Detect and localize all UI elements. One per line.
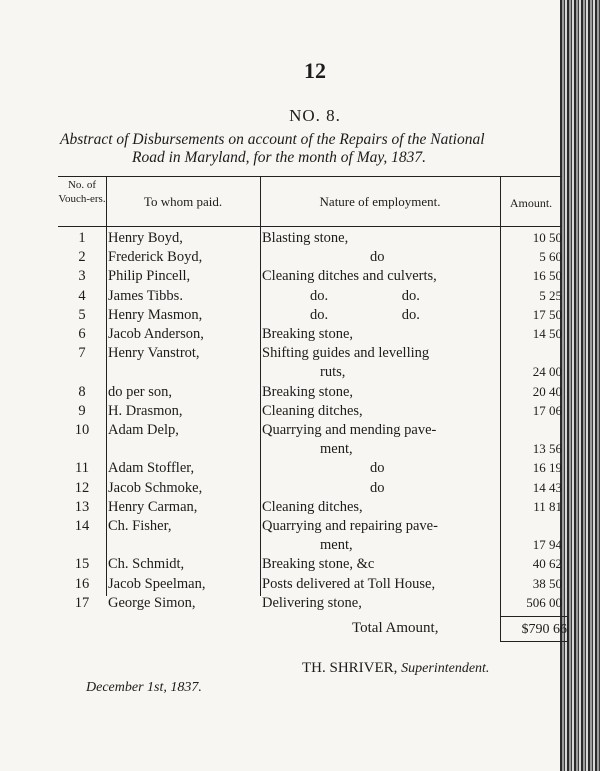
- amount-value: 5 25: [539, 287, 562, 303]
- table-row: [58, 535, 570, 555]
- table-top-rule: [58, 176, 562, 177]
- voucher-number: 12: [74, 479, 90, 496]
- payee-name: Adam Delp,: [108, 422, 179, 438]
- employment-nature: Quarrying and mending pave-: [262, 422, 437, 438]
- employment-nature: do. do.: [310, 306, 420, 323]
- table-row: [58, 478, 570, 498]
- table-row: [58, 286, 570, 306]
- table-row: [58, 497, 570, 517]
- table-row: [58, 266, 570, 286]
- table-row: [58, 305, 570, 325]
- voucher-number: 3: [78, 268, 86, 285]
- table-row: [58, 439, 570, 459]
- total-amount: $790 66: [521, 622, 567, 637]
- amount-value: 17 06: [532, 402, 562, 418]
- employment-nature: Breaking stone,: [262, 383, 354, 400]
- voucher-number: 2: [78, 249, 86, 266]
- payee-name: Philip Pincell,: [108, 268, 191, 285]
- table-row: [58, 343, 570, 363]
- employment-nature: Quarrying and repairing pave-: [262, 518, 438, 534]
- payee-name: do per son,: [108, 383, 173, 400]
- payee-name: Henry Boyd,: [108, 230, 183, 246]
- voucher-number: 15: [74, 556, 90, 573]
- amount-value: 38 50: [532, 575, 562, 591]
- amount-value: 16 19: [532, 460, 562, 476]
- payee-name: James Tibbs.: [108, 287, 183, 304]
- employment-nature: Blasting stone,: [262, 230, 349, 246]
- amount-value: 5 60: [539, 249, 562, 265]
- table-row: [58, 324, 570, 344]
- table-row: [58, 247, 570, 267]
- payee-name: Jacob Schmoke,: [108, 479, 203, 496]
- amount-value: 10 50: [532, 230, 562, 245]
- table-row: [58, 228, 570, 248]
- amount-value: 24 00: [532, 364, 562, 380]
- header-amount: Amount.: [509, 196, 553, 210]
- total-right-rule: [567, 616, 568, 642]
- title-line-1: Abstract of Disbursements on account of the Repairs of the National: [60, 131, 485, 148]
- employment-nature: Cleaning ditches,: [262, 402, 363, 419]
- amount-value: 13 56: [532, 441, 562, 457]
- total-bottom-rule: [500, 641, 568, 642]
- amount-value: 17 50: [532, 306, 562, 322]
- payee-name: H. Drasmon,: [108, 402, 183, 419]
- payee-name: Ch. Schmidt,: [108, 556, 185, 573]
- employment-nature: do. do.: [310, 287, 420, 304]
- employment-nature: Cleaning ditches,: [262, 498, 363, 515]
- table-row: [58, 554, 570, 574]
- voucher-number: 9: [78, 402, 86, 419]
- table-row: [58, 574, 570, 594]
- header-voucher-no: No. of Vouch-ers.: [58, 179, 106, 205]
- payee-name: Ch. Fisher,: [108, 518, 172, 534]
- header-nature-of-employment: Nature of employment.: [319, 194, 441, 209]
- voucher-number: 13: [74, 498, 90, 515]
- employment-nature: Breaking stone, &c: [262, 556, 375, 573]
- payee-name: Henry Vanstrot,: [108, 345, 200, 362]
- page-number: 12: [304, 58, 326, 83]
- voucher-number: 4: [78, 287, 86, 304]
- payee-name: Adam Stoffler,: [108, 460, 195, 477]
- employment-nature: ment,: [320, 441, 353, 458]
- employment-nature: Shifting guides and levelling: [262, 345, 430, 362]
- voucher-number: 5: [78, 306, 86, 323]
- amount-value: 40 62: [532, 556, 562, 572]
- payee-name: George Simon,: [108, 594, 196, 611]
- employment-nature: ment,: [320, 537, 353, 554]
- amount-value: 14 50: [532, 326, 562, 341]
- voucher-number: 6: [78, 326, 86, 342]
- amount-value: 506 00: [526, 594, 562, 610]
- table-row: [58, 420, 570, 440]
- date: December 1st, 1837.: [86, 680, 202, 695]
- employment-nature: do: [370, 249, 385, 266]
- employment-nature: Breaking stone,: [262, 326, 354, 342]
- amount-value: 17 94: [532, 537, 562, 553]
- header-to-whom-paid: To whom paid.: [143, 194, 223, 209]
- employment-nature: Delivering stone,: [262, 594, 362, 611]
- voucher-number: 17: [74, 594, 90, 611]
- employment-nature: ruts,: [320, 364, 346, 381]
- employment-nature: do: [370, 479, 385, 496]
- employment-nature: Posts delivered at Toll House,: [262, 575, 436, 592]
- amount-value: 20 40: [532, 383, 562, 399]
- total-label: Total Amount,: [352, 620, 439, 636]
- amount-value: 16 50: [532, 268, 562, 284]
- table-row: [58, 458, 570, 478]
- table-row: [58, 362, 570, 382]
- voucher-number: 16: [74, 575, 90, 592]
- signature-name: TH. SHRIVER,: [302, 660, 398, 676]
- employment-nature: do: [370, 460, 385, 477]
- table-row: [58, 401, 570, 421]
- table-row: [58, 516, 570, 536]
- title-line-2: Road in Maryland, for the month of May, 1837.: [132, 149, 427, 166]
- amount-value: 11 81: [533, 498, 562, 514]
- voucher-number: 8: [78, 383, 86, 400]
- voucher-number: 14: [74, 518, 90, 534]
- document-number: NO. 8.: [289, 106, 341, 125]
- table-header-rule: [58, 226, 562, 227]
- table-row: [58, 593, 570, 613]
- payee-name: Frederick Boyd,: [108, 249, 203, 266]
- payee-name: Henry Masmon,: [108, 306, 203, 323]
- signature-title: Superintendent.: [401, 661, 490, 676]
- total-rule: [500, 616, 568, 617]
- voucher-number: 10: [74, 422, 90, 438]
- document-title: [60, 131, 560, 167]
- signature: [302, 660, 489, 677]
- table-row: [58, 382, 570, 402]
- voucher-number: 11: [75, 460, 89, 477]
- employment-nature: Cleaning ditches and culverts,: [262, 268, 437, 285]
- voucher-number: 1: [78, 230, 86, 246]
- amount-value: 14 43: [532, 479, 562, 495]
- payee-name: Henry Carman,: [108, 498, 198, 515]
- voucher-number: 7: [78, 345, 86, 362]
- payee-name: Jacob Anderson,: [108, 326, 204, 342]
- payee-name: Jacob Speelman,: [108, 575, 206, 592]
